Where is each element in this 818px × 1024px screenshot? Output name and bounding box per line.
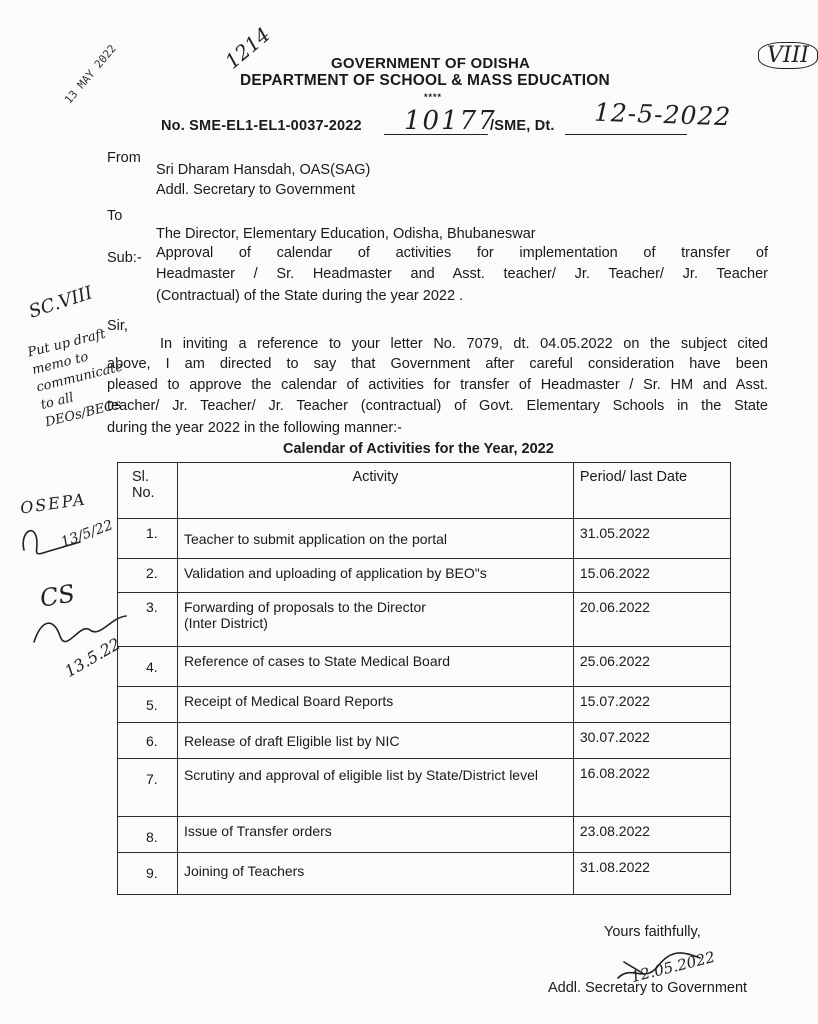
calendar-header-row [118,463,731,519]
row-sl: 8. [118,817,178,853]
row-activity: Forwarding of proposals to the Director (Inter District) [177,593,573,647]
annotation-section: VIII [758,42,818,69]
reference-middle: /SME, Dt. [490,118,555,134]
body-line-5: during the year 2022 in the following manner:- [107,420,403,436]
from-label: From [107,150,141,166]
calendar-table [117,462,731,895]
header-period: Period/ last Date [573,463,730,519]
row-date: 23.08.2022 [573,817,730,853]
table-row [118,559,731,593]
row-activity: Validation and uploading of application by BEO"s [177,559,573,593]
signature-date: 12.05.2022 [629,947,717,987]
annotation-initial-date: 13/5/22 [58,517,116,551]
subject-label: Sub:- [107,250,142,266]
from-name: Sri Dharam Hansdah, OAS(SAG) [156,162,371,178]
row-sl: 4. [118,647,178,687]
row-activity: Issue of Transfer orders [177,817,573,853]
closing-designation: Addl. Secretary to Government [548,980,748,996]
row-date: 16.08.2022 [573,759,730,817]
row-activity: Scrutiny and approval of eligible list by State/District level [177,759,573,817]
initial-scribble [16,520,86,560]
subject-line-2: Headmaster / Sr. Headmaster and Asst. teacher/ Jr. Teacher/ Jr. Teacher [156,266,768,282]
row-date: 25.06.2022 [573,647,730,687]
reference-number: 10177 [404,106,497,136]
to-recipient: The Director, Elementary Education, Odisha, Bhubaneswar [156,226,536,242]
row-date: 20.06.2022 [573,593,730,647]
to-label: To [107,208,123,224]
row-sl: 5. [118,687,178,723]
table-row [118,647,731,687]
row-activity: Release of draft Eligible list by NIC [177,723,573,759]
table-row [118,593,731,647]
subject-line-3: (Contractual) of the State during the year 2022 . [156,288,464,304]
body-line-3: pleased to approve the calendar of activities for transfer of Headmaster / Sr. HM and Asst. [107,377,768,393]
annotation-margin-note: Put up draft memo to communicate to all DEOs/BEOs [26,326,125,431]
reference-date: 12-5-2022 [593,97,732,132]
department-title: DEPARTMENT OF SCHOOL & MASS EDUCATION [240,72,610,89]
calendar-title: Calendar of Activities for the Year, 2022 [283,441,554,457]
row-sl: 2. [118,559,178,593]
table-row [118,759,731,817]
annotation-stamp-date: 13 MAY 2022 [62,42,119,107]
annotation-cs-date: 13.5.22 [61,634,124,681]
annotation-cs: CS [37,579,77,613]
signature-scribble [614,944,704,984]
header-activity: Activity [177,463,573,519]
row-activity: Receipt of Medical Board Reports [177,687,573,723]
table-row [118,853,731,895]
salutation: Sir, [107,318,128,334]
row-sl: 7. [118,759,178,817]
row-activity: Teacher to submit application on the portal [177,519,573,559]
body-line-1: In inviting a reference to your letter No. 7079, dt. 04.05.2022 on the subject cited [160,336,768,352]
annotation-ossepa: OSEPA [19,489,88,518]
row-activity: Reference of cases to State Medical Board [177,647,573,687]
table-row [118,723,731,759]
table-row [118,519,731,559]
table-row [118,817,731,853]
header-stars: **** [424,92,443,102]
annotation-sc-viii: SC.VIII [26,282,96,323]
body-line-2: above, I am directed to say that Government after careful consideration have been [107,356,768,372]
row-date: 31.08.2022 [573,853,730,895]
row-sl: 6. [118,723,178,759]
row-date: 30.07.2022 [573,723,730,759]
valediction: Yours faithfully, [604,924,701,940]
row-activity: Joining of Teachers [177,853,573,895]
government-title: GOVERNMENT OF ODISHA [331,55,531,72]
row-sl: 9. [118,853,178,895]
header-sl: Sl. No. [118,463,178,519]
body-line-4: teacher/ Jr. Teacher/ Jr. Teacher (contractual) of Govt. Elementary Schools in the State [107,398,768,414]
from-designation: Addl. Secretary to Government [156,182,356,198]
row-date: 15.07.2022 [573,687,730,723]
row-sl: 3. [118,593,178,647]
row-sl: 1. [118,519,178,559]
subject-line-1: Approval of calendar of activities for implementation of transfer of [156,245,768,261]
reference-prefix: No. SME-EL1-EL1-0037-2022 [161,118,362,134]
table-row [118,687,731,723]
row-date: 15.06.2022 [573,559,730,593]
row-date: 31.05.2022 [573,519,730,559]
annotation-top-number: 1214 [220,22,275,74]
